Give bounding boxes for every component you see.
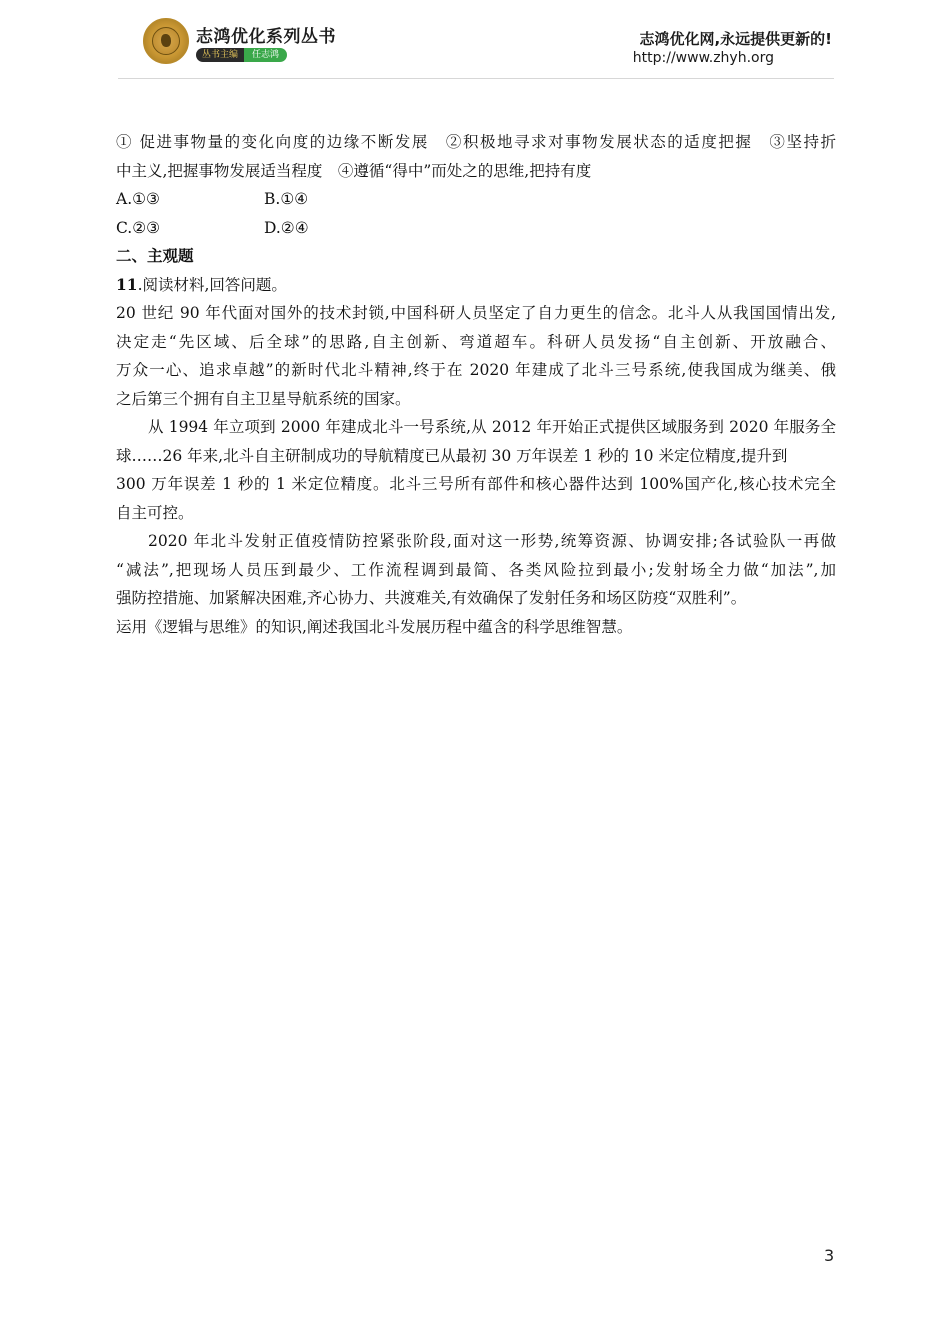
question-number: 11 [116, 274, 138, 294]
editor-label: 丛书主编 [196, 48, 244, 62]
page-number: 3 [824, 1246, 835, 1265]
site-url[interactable]: http://www.zhyh.org [632, 50, 774, 66]
material-line: 20 世纪 90 年代面对国外的技术封锁,中国科研人员坚定了自力更生的信念。北斗人从我国国情出发, [116, 304, 836, 322]
question-task: 运用《逻辑与思维》的知识,阐述我国北斗发展历程中蕴含的科学思维智慧。 [116, 617, 633, 636]
option-d: D.②④ [264, 218, 309, 237]
site-slogan: 志鸿优化网,永远提供更新的! [639, 30, 832, 48]
option-a: A.①③ [116, 190, 160, 208]
options-row [116, 185, 836, 214]
header-divider [118, 78, 834, 79]
option-b: B.①④ [264, 190, 309, 208]
page-header [0, 0, 950, 86]
question-stem-line: 中主义,把握事物发展适当程度 ④遵循“得中”而处之的思维,把持有度 [116, 161, 592, 180]
material-line: 2020 年北斗发射正值疫情防控紧张阶段,面对这一形势,统筹资源、协调安排;各试验队一再做 [148, 532, 836, 550]
golden-seal-logo-icon [143, 18, 189, 64]
question-11-prompt [116, 271, 836, 300]
material-line: 决定走“先区域、后全球”的思路,自主创新、弯道超车。科研人员发扬“自主创新、开放融合、 [116, 332, 836, 351]
material-line: 球……26 年来,北斗自主研制成功的导航精度已从最初 30 万年误差 1 秒的 10 米定位精度,提升到 [116, 446, 788, 465]
material-line: 强防控措施、加紧解决困难,齐心协力、共渡难关,有效确保了发射任务和场区防疫“双胜利”。 [116, 589, 747, 607]
page-content [116, 128, 836, 641]
material-line: 自主可控。 [116, 503, 194, 522]
material-line: 万众一心、追求卓越”的新时代北斗精神,终于在 2020 年建成了北斗三号系统,使我国成为继美、俄 [116, 361, 836, 379]
material-line: 从 1994 年立项到 2000 年建成北斗一号系统,从 2012 年开始正式提供区域服务到 2020 年服务全 [148, 418, 836, 436]
material-line: “减法”,把现场人员压到最少、工作流程调到最简、各类风险拉到最小;发射场全力做“加法”,加 [116, 560, 836, 579]
question-stem-line: ① 促进事物量的变化向度的边缘不断发展 ②积极地寻求对事物发展状态的适度把握 ③坚持折 [116, 133, 836, 151]
section-title: 二、主观题 [116, 247, 194, 265]
material-line: 之后第三个拥有自主卫星导航系统的国家。 [116, 389, 411, 408]
editor-name: 任志鸿 [244, 48, 287, 62]
material-line: 300 万年误差 1 秒的 1 米定位精度。北斗三号所有部件和核心器件达到 100%国产化,核心技术完全 [116, 475, 836, 493]
options-row [116, 214, 836, 243]
editor-badge [196, 48, 287, 62]
question-prompt: .阅读材料,回答问题。 [137, 275, 287, 294]
option-c: C.②③ [116, 218, 161, 237]
series-title: 志鸿优化系列丛书 [196, 27, 336, 47]
